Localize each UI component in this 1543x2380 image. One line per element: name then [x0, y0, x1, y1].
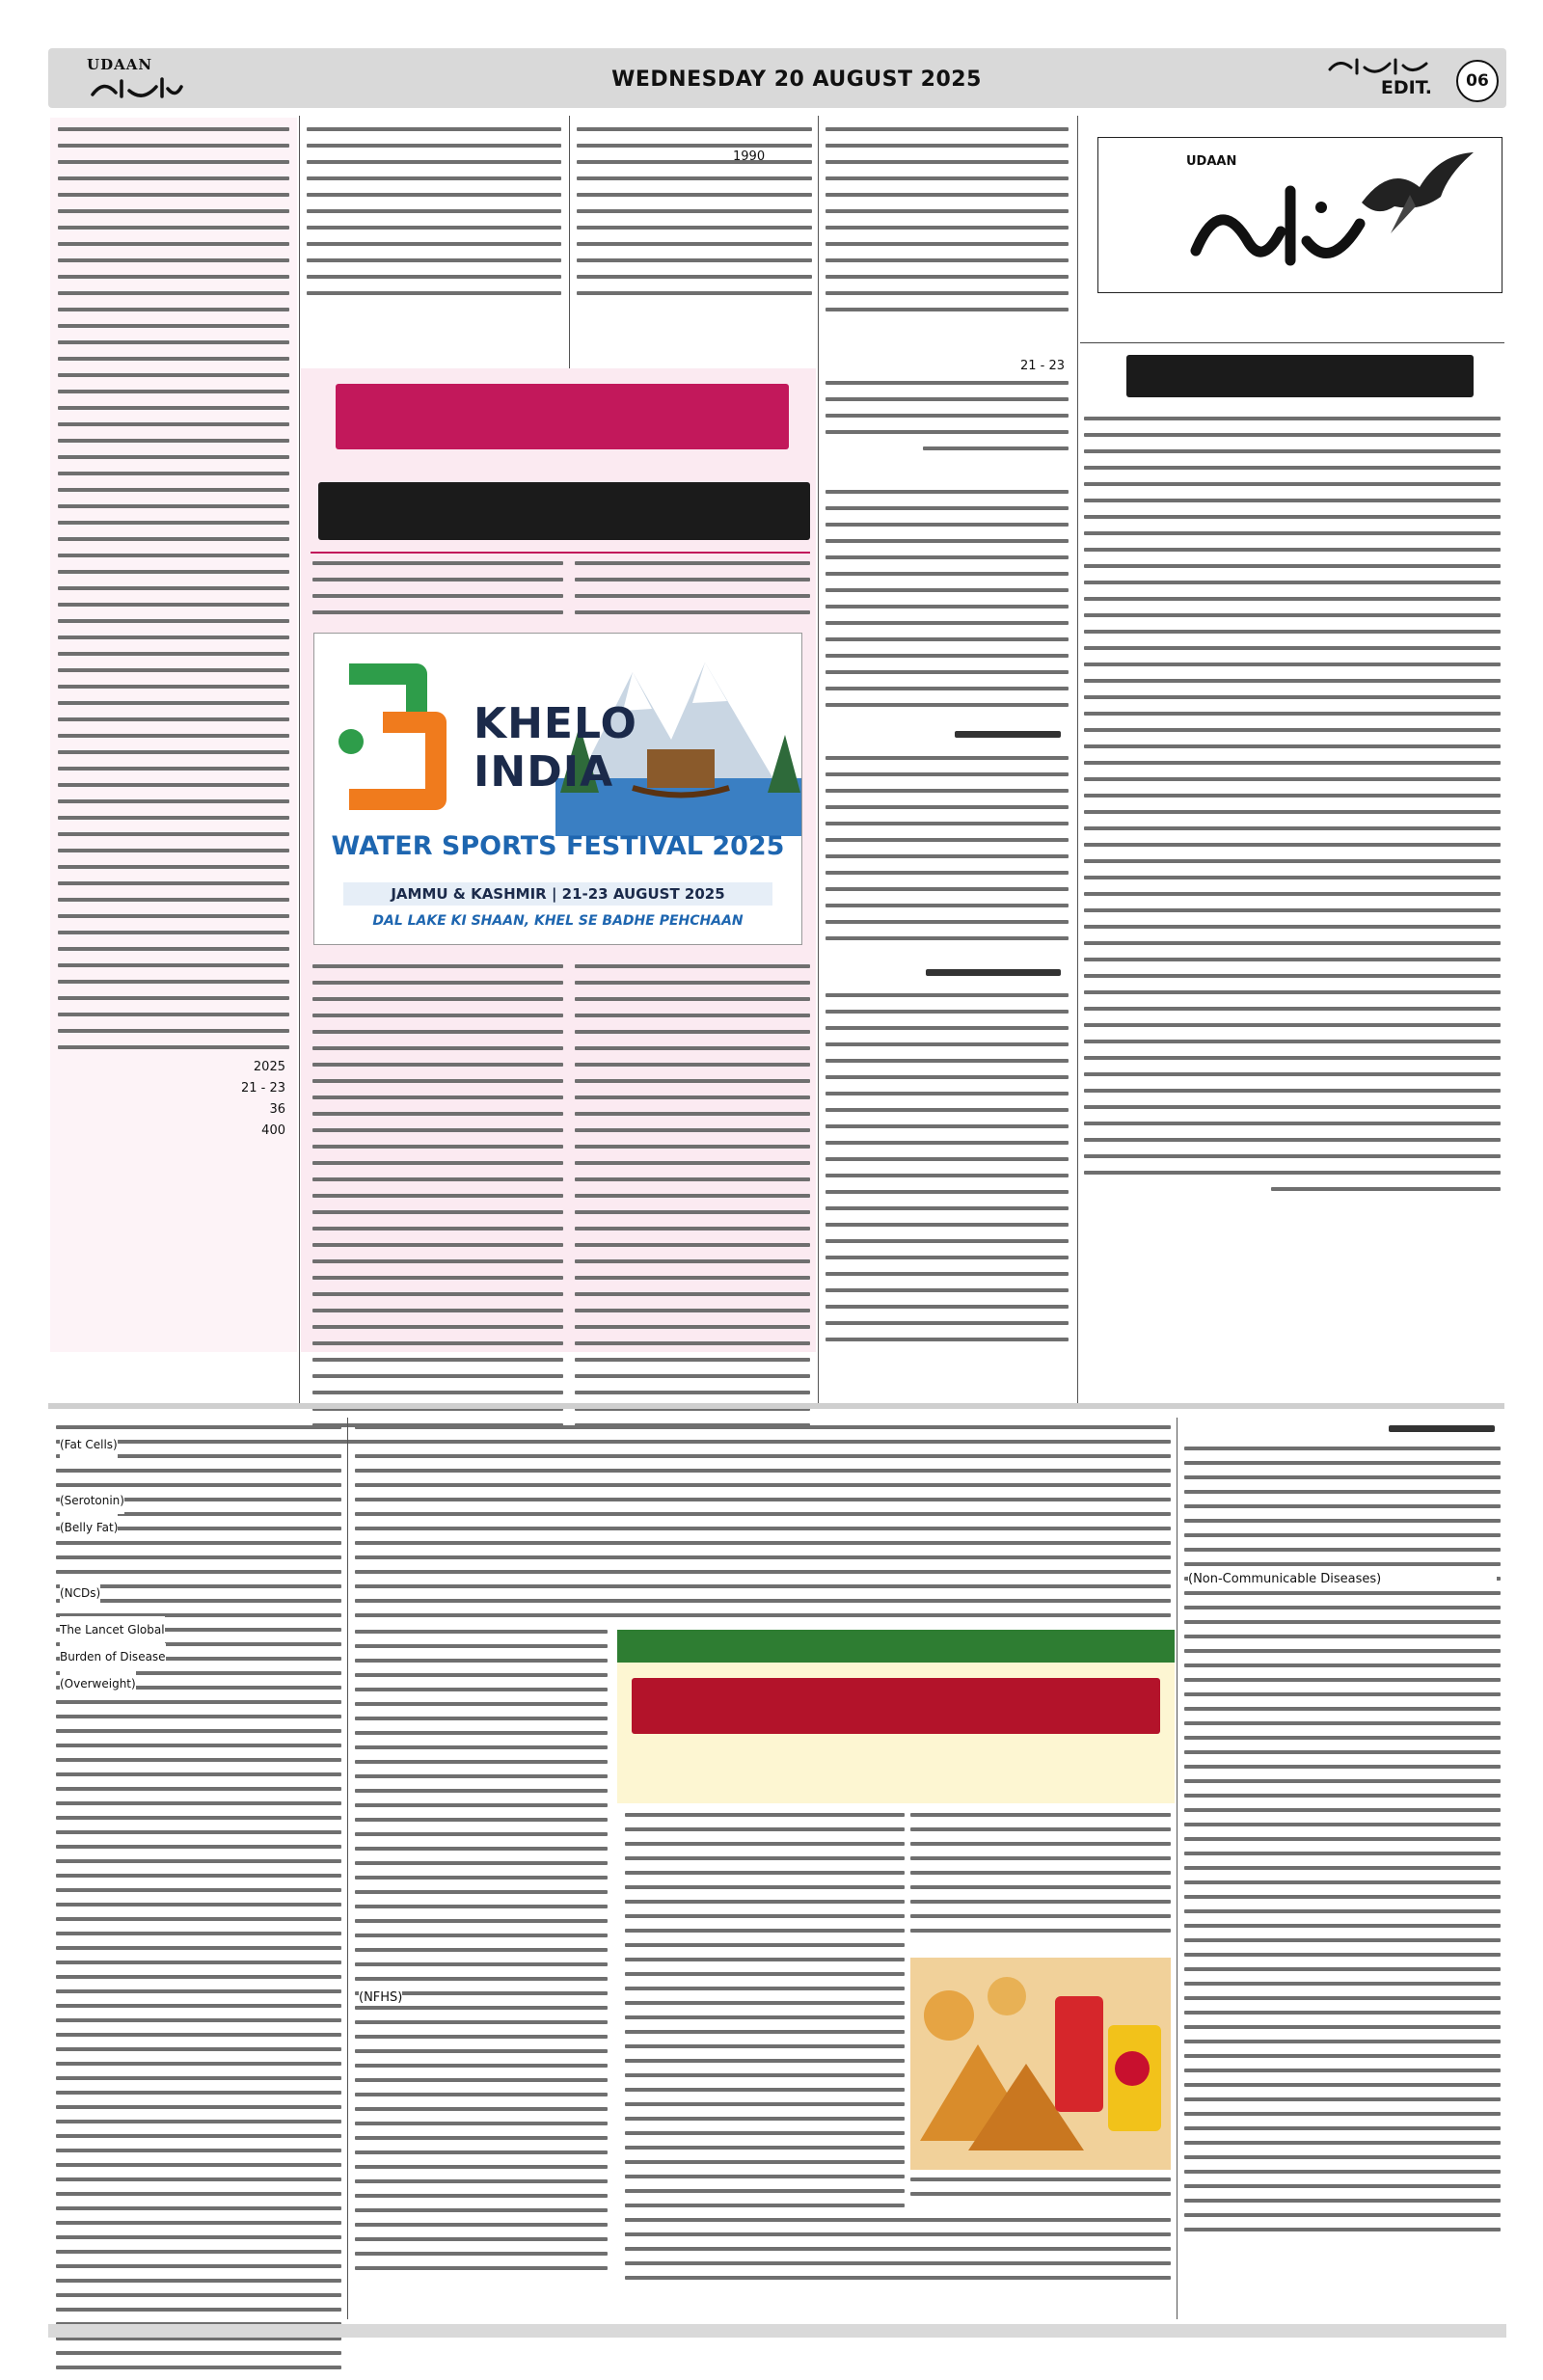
burden-term: Burden of Disease	[60, 1643, 166, 1670]
right-article-body	[1084, 417, 1501, 1204]
header-section-urdu-label	[1326, 54, 1432, 77]
lower-mid-body-top	[355, 1425, 1171, 1628]
halves-divider	[48, 1403, 1504, 1409]
lower-divider-2	[347, 1418, 348, 2319]
col-d-yr: 2025	[253, 1060, 285, 1074]
lower-divider-1	[1177, 1418, 1178, 2319]
feature-body-2	[312, 561, 563, 627]
lower-mid-body-left	[355, 1630, 608, 2281]
col-b-body-top	[577, 127, 812, 308]
col-d-states: 36	[269, 1102, 285, 1117]
header-brand-latin: UDAAN	[87, 56, 153, 73]
food-caption	[910, 2177, 1171, 2206]
poster-subtitle: WATER SPORTS FESTIVAL 2025	[331, 831, 785, 861]
belly-fat-term: (Belly Fat)	[60, 1514, 118, 1541]
feature-body-4	[312, 964, 563, 1456]
lower-left-callouts	[60, 1431, 338, 1697]
feature-body-3	[575, 964, 810, 1456]
upper-divider-4	[299, 116, 300, 1408]
lower-right-body	[1184, 1447, 1501, 2242]
header-brand	[87, 56, 183, 100]
col-a-dates: 21 - 23	[1019, 359, 1065, 373]
col-a-body-lower3	[826, 993, 1069, 1354]
col-c-body-top	[307, 127, 561, 308]
lower-mid-body-bottom	[625, 2218, 1171, 2290]
serotonin-term: (Serotonin)	[60, 1487, 124, 1514]
bird-icon	[1352, 145, 1477, 241]
khelo-india-poster	[313, 633, 802, 945]
overweight-term: (Overweight)	[60, 1670, 136, 1697]
poster-title-1: KHELO	[474, 699, 637, 748]
page-number-badge	[1456, 60, 1499, 102]
ncd-callout: (Non-Communicable Diseases)	[1188, 1572, 1497, 1586]
lower-mid-body-right	[910, 1813, 1171, 1943]
samosa-and-snacks-image	[910, 1958, 1171, 2170]
poster-tagline: DAL LAKE KI SHAAN, KHEL SE BADHE PEHCHAAN	[372, 913, 744, 929]
masthead-brand-latin: UDAAN	[1186, 154, 1237, 169]
poster-title-2: INDIA	[474, 747, 614, 797]
lancet-term: The Lancet Global	[60, 1616, 165, 1643]
khelo-india-logo-icon	[330, 655, 455, 819]
page-number: 06	[1466, 71, 1489, 91]
upper-divider-2	[818, 116, 819, 1408]
feature-headline-1	[336, 384, 789, 449]
upper-divider-1	[1077, 116, 1078, 1408]
col-a-body-lower2	[826, 756, 1069, 953]
feature-rule	[311, 552, 810, 554]
poster-location-dates: JAMMU & KASHMIR | 21-23 AUGUST 2025	[343, 882, 772, 906]
header-brand-urdu-logo	[87, 73, 183, 100]
right-headline	[1126, 355, 1474, 397]
col-a-subhead-1	[955, 731, 1061, 738]
fat-cells-term: (Fat Cells)	[60, 1431, 118, 1458]
header-date: WEDNESDAY 20 AUGUST 2025	[611, 68, 982, 92]
col-b-year: 1990	[733, 149, 766, 164]
food-photo	[910, 1958, 1171, 2170]
col-d-dates: 21 - 23	[240, 1081, 285, 1095]
lower-mid-body-center	[625, 1813, 905, 2247]
ncds-term: (NCDs)	[60, 1580, 100, 1607]
header-section-latin: EDIT.	[1380, 77, 1432, 98]
feature-body-1	[575, 561, 810, 627]
right-headline-rule	[1080, 342, 1504, 343]
col-a-subhead-2	[926, 969, 1061, 976]
health-kicker-bar	[617, 1630, 1175, 1663]
footer-band	[48, 2324, 1506, 2338]
header-section	[1316, 54, 1432, 98]
health-headline	[632, 1678, 1160, 1734]
col-d-body-1	[58, 127, 289, 1062]
col-a-body-top	[826, 127, 1069, 324]
col-a-numbers	[829, 359, 1065, 373]
lower-right-byline	[1389, 1425, 1495, 1432]
col-a-body-mid	[826, 381, 1069, 463]
col-d-figures	[64, 1057, 285, 1142]
feature-headline-2	[318, 482, 810, 540]
col-a-body-lower	[826, 490, 1069, 719]
nfhs-callout: (NFHS)	[359, 1990, 403, 2005]
col-d-athletes: 400	[261, 1123, 285, 1138]
